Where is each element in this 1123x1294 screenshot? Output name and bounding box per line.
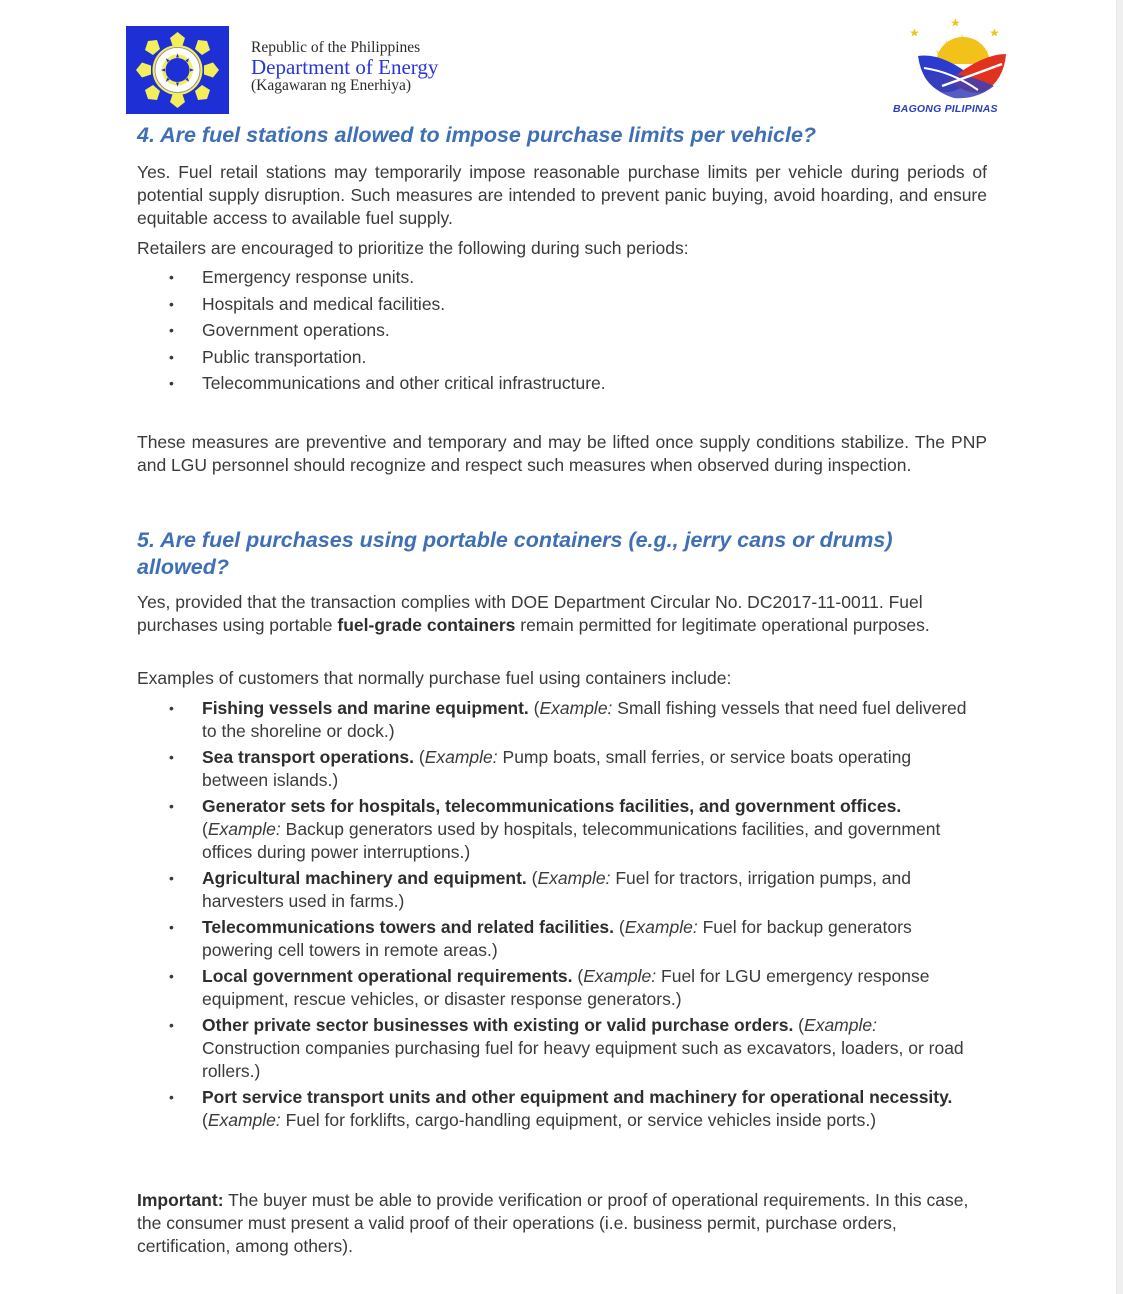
bullet-icon: • <box>169 295 174 312</box>
important-note: Important: The buyer must be able to provide verification or proof of operational requirements. In this case, the consumer must present a valid proof of their operations (i.e. business permit, purchase orders, certification, among others). <box>137 1190 969 1256</box>
bullet-icon: • <box>169 375 174 391</box>
bullet-icon: • <box>169 749 174 765</box>
list-item: • Telecommunications towers and related facilities. (Example: Fuel for backup generators powering cell towers in remote areas.) <box>169 917 912 960</box>
section4-intro: Yes. Fuel retail stations may temporarily impose reasonable purchase limits per vehicle during periods of potential supply disruption. Such measures are intended to prevent panic buying, avoid hoarding, and ensure equitable access to available fuel supply. <box>137 162 987 228</box>
item-example: Pump boats, small ferries, or service boats operating between islands.) <box>202 747 912 790</box>
letterhead <box>126 26 1021 118</box>
bagong-pilipinas-label: BAGONG PILIPINAS <box>893 103 998 115</box>
example-label: Example: <box>424 747 498 767</box>
item-title: Generator sets for hospitals, telecommunications facilities, and government offices. <box>202 796 902 816</box>
item-title: Telecommunications towers and related facilities. <box>202 917 615 937</box>
priority-list <box>137 266 987 399</box>
list-item: • Other private sector businesses with existing or valid purchase orders. (Example: Construction companies purchasing fuel for heavy equipment such as excavators, loaders, or road rollers.) <box>169 1015 964 1081</box>
item-example: Fuel for backup generators powering cell towers in remote areas.) <box>202 917 912 960</box>
example-label: Example: <box>207 1110 281 1130</box>
department-name: Department of Energy <box>251 54 439 79</box>
section5-lead: Examples of customers that normally purchase fuel using containers include: <box>137 668 732 688</box>
bagong-pilipinas-logo <box>902 16 1022 108</box>
item-example: Small fishing vessels that need fuel delivered to the shoreline or dock.) <box>202 698 967 741</box>
section4-lead: Retailers are encouraged to prioritize the following during such periods: <box>137 238 689 258</box>
bullet-icon: • <box>169 870 174 886</box>
list-item: • Generator sets for hospitals, telecommunications facilities, and government offices. (Example: Backup generators used by hospitals, telecommunications facilities, and government offices during power interruptions.) <box>169 796 941 862</box>
item-example: Construction companies purchasing fuel for heavy equipment such as excavators, loaders, or road rollers.) <box>202 1038 964 1081</box>
republic-label: Republic of the Philippines <box>251 39 421 56</box>
list-item: • Emergency response units. <box>169 267 415 287</box>
item-title: Sea transport operations. <box>202 747 414 767</box>
list-item: • Local government operational requirements. (Example: Fuel for LGU emergency response equipment, rescue vehicles, or disaster response generators.) <box>169 966 930 1009</box>
bullet-icon: • <box>169 269 174 285</box>
emphasis-fuel-grade: fuel-grade containers <box>337 615 516 635</box>
section4-heading: 4. Are fuel stations allowed to impose purchase limits per vehicle? <box>137 123 817 147</box>
bullet-icon: • <box>169 322 174 338</box>
section5-intro: Yes, provided that the transaction complies with DOE Department Circular No. DC2017-11-0011. Fuel purchases using portable fuel-grade containers remain permitted for legitimate operational purposes. <box>137 592 930 635</box>
item-title: Fishing vessels and marine equipment. <box>202 698 529 718</box>
kagawaran-label: (Kagawaran ng Enerhiya) <box>251 76 412 94</box>
section5-heading: 5. Are fuel purchases using portable containers (e.g., jerry cans or drums) allowed? <box>137 528 893 579</box>
item-example: Backup generators used by hospitals, telecommunications facilities, and government offices during power interruptions.) <box>202 819 941 862</box>
item-title: Other private sector businesses with existing or valid purchase orders. <box>202 1015 794 1035</box>
item-example: Fuel for forklifts, cargo-handling equipment, or service vehicles inside ports.) <box>285 1110 877 1130</box>
bullet-icon: • <box>169 798 174 814</box>
example-label: Example: <box>583 966 657 986</box>
item-title: Port service transport units and other equipment and machinery for operational necessity. <box>202 1087 953 1107</box>
agency-name-block <box>251 40 438 93</box>
list-item: • Agricultural machinery and equipment. (Example: Fuel for tractors, irrigation pumps, and harvesters used in farms.) <box>169 868 912 911</box>
bullet-icon: • <box>169 919 174 935</box>
bullet-icon: • <box>169 700 174 716</box>
bullet-icon: • <box>169 348 174 365</box>
example-label: Example: <box>539 698 613 718</box>
list-item: • Telecommunications and other critical infrastructure. <box>169 373 606 393</box>
list-item: • Sea transport operations. (Example: Pump boats, small ferries, or service boats operating between islands.) <box>169 747 912 790</box>
example-label: Example: <box>207 819 281 839</box>
example-label: Example: <box>804 1015 877 1035</box>
list-item: • Port service transport units and other equipment and machinery for operational necessity. (Example: Fuel for forklifts, cargo-handling equipment, or service vehicles inside ports.) <box>169 1087 953 1130</box>
bullet-icon: • <box>169 968 174 984</box>
example-label: Example: <box>537 868 611 888</box>
example-label: Example: <box>624 917 698 937</box>
list-item: • Public transportation. <box>169 346 367 367</box>
item-title: Agricultural machinery and equipment. <box>202 868 527 888</box>
list-item: • Hospitals and medical facilities. <box>169 293 446 314</box>
item-title: Local government operational requirements. <box>202 966 573 986</box>
list-item: • Government operations. <box>169 320 390 340</box>
item-example: Fuel for LGU emergency response equipment, rescue vehicles, or disaster response generators.) <box>202 966 930 1009</box>
list-item: • Fishing vessels and marine equipment. (Example: Small fishing vessels that need fuel delivered to the shoreline or dock.) <box>169 698 967 741</box>
bullet-icon: • <box>169 1017 174 1033</box>
important-label: Important: <box>137 1190 224 1210</box>
bullet-icon: • <box>169 1089 174 1105</box>
container-customer-list <box>137 697 977 1135</box>
item-example: Fuel for tractors, irrigation pumps, and harvesters used in farms.) <box>202 868 912 911</box>
doe-seal-logo <box>126 26 229 114</box>
page-edge <box>1116 0 1123 1294</box>
section4-closing: These measures are preventive and temporary and may be lifted once supply conditions stabilize. The PNP and LGU personnel should recognize and respect such measures when observed during inspection. <box>137 432 987 475</box>
